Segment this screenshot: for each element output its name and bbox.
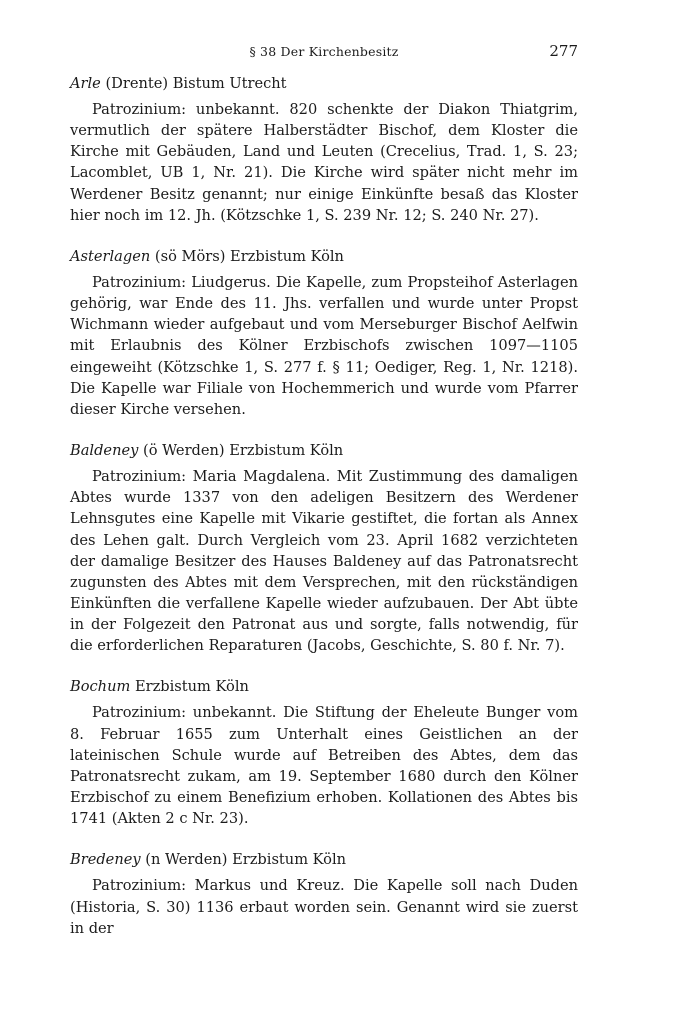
entry-paragraph: Patrozinium: unbekannt. Die Stiftung der Eheleute Bunger vom 8. Februar 1655 zum Unterhalt eines Geistlichen an der lateinischen Schule wurde auf Betreiben des Abtes, dem das Patronatsrecht zukam, am 19. September 1680 durch den Kölner Erzbischof zu einem Benefizium erhoben. Kollationen des Abtes bis 1741 (Akten 2 c Nr. 23). — [70, 704, 578, 828]
entry-heading — [70, 73, 578, 94]
entry-heading — [70, 246, 578, 267]
entry-bochum — [70, 676, 578, 829]
entry-paragraph: Patrozinium: Markus und Kreuz. Die Kapelle soll nach Duden (Historia, S. 30) 1136 erbaut worden sein. Genannt wird sie zuerst in der — [70, 877, 578, 937]
running-title: § 38 Der Kirchenbesitz — [249, 44, 399, 59]
entry-heading — [70, 440, 578, 461]
place-name: Bredeney — [70, 851, 141, 869]
entry-paragraph: Patrozinium: unbekannt. 820 schenkte der Diakon Thiatgrim, vermutlich der spätere Halberstädter Bischof, dem Kloster die Kirche mit Gebäuden, Land und Leuten (Crecelius, Trad. 1, S. 23; Lacomblet, UB 1, Nr. 21). Die Kirche wird später nicht mehr im Werdener Besitz genannt; nur einige Einkünfte besaß das Kloster hier noch im 12. Jh. (Kötzschke 1, S. 239 Nr. 12; S. 240 Nr. 27). — [70, 101, 578, 224]
page-number: 277 — [549, 42, 578, 60]
entry-heading — [70, 849, 578, 870]
place-name: Bochum — [70, 678, 131, 696]
entry-asterlagen — [70, 246, 578, 420]
place-qualifier: Erzbistum Köln — [130, 678, 249, 696]
entry-baldeney — [70, 440, 578, 656]
entry-bredeney — [70, 849, 578, 938]
place-name: Arle — [70, 75, 101, 92]
place-name: Baldeney — [70, 442, 139, 460]
entry-heading — [70, 676, 578, 697]
place-qualifier: (sö Mörs) Erzbistum Köln — [150, 247, 344, 265]
running-header — [70, 44, 578, 64]
place-qualifier: (ö Werden) Erzbistum Köln — [138, 442, 344, 460]
entry-arle — [70, 73, 578, 226]
entry-paragraph: Patrozinium: Maria Magdalena. Mit Zustimmung des damaligen Abtes wurde 1337 von den adeligen Besitzern des Werdener Lehnsgutes eine Kapelle mit Vikarie gestiftet, die fortan als Annex des Lehen galt. Durch Vergleich vom 23. April 1682 verzichteten der damalige Besitzer des Hauses Baldeney auf das Patronatsrecht zugunsten des Abtes mit dem Versprechen, mit den rückständigen Einkünften die verfallene Kapelle wieder aufzubauen. Der Abt übte in der Folgezeit den Patronat aus und sorgte, falls notwendig, für die erforderlichen Reparaturen (Jacobs, Geschichte, S. 80 f. Nr. 7). — [70, 468, 578, 655]
body-text — [70, 73, 578, 939]
place-name: Asterlagen — [70, 247, 151, 265]
entry-paragraph: Patrozinium: Liudgerus. Die Kapelle, zum Propsteihof Asterlagen gehörig, war Ende des 11. Jhs. verfallen und wurde unter Propst Wichmann wieder aufgebaut und vom Merseburger Bischof Aelfwin mit Erlaubnis des Kölner Erzbischofs zwischen 1097—1105 eingeweiht (Kötzschke 1, S. 277 f. § 11; Oediger, Reg. 1, Nr. 1218). Die Kapelle war Filiale von Hochemmerich und wurde vom Pfarrer dieser Kirche versehen. — [70, 273, 578, 418]
place-qualifier: (Drente) Bistum Utrecht — [100, 75, 287, 92]
place-qualifier: (n Werden) Erzbistum Köln — [140, 851, 347, 869]
